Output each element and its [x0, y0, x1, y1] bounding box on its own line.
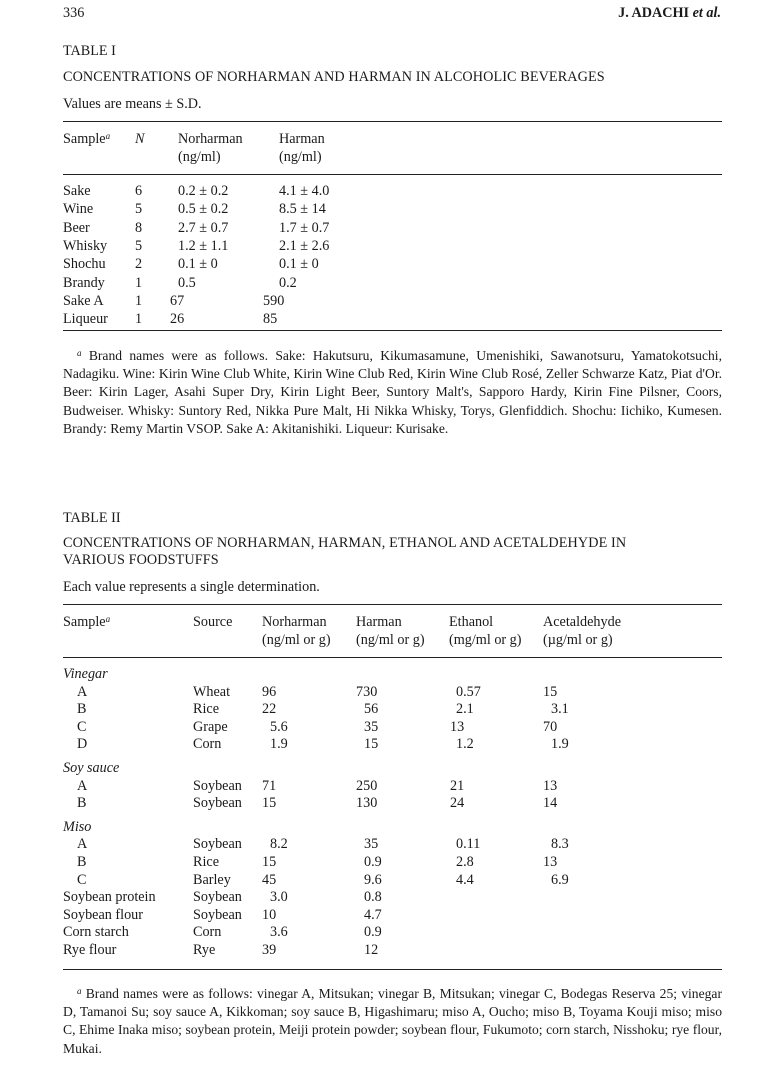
- table-row: [0, 293, 778, 311]
- group-name: Miso: [63, 819, 92, 835]
- norharman-cell: 10: [262, 907, 277, 923]
- table-row: [0, 736, 778, 754]
- sample-cell: Soybean flour: [63, 907, 143, 923]
- group-heading: [0, 819, 778, 837]
- table-row: [0, 942, 778, 960]
- table-row: [0, 836, 778, 854]
- acetaldehyde-cell: 8.3: [551, 836, 569, 852]
- table2-title-line2: VARIOUS FOODSTUFFS: [63, 552, 219, 568]
- acetaldehyde-cell: 6.9: [551, 872, 569, 888]
- norharman-cell: 71: [262, 778, 277, 794]
- table-row: [0, 183, 778, 201]
- table2-header-acetaldehyde-unit: (µg/ml or g): [543, 632, 613, 648]
- sample-cell: B: [77, 701, 87, 717]
- norharman-cell: 0.2 ± 0.2: [178, 183, 229, 199]
- sample-cell: A: [77, 778, 88, 794]
- acetaldehyde-cell: 13: [543, 778, 558, 794]
- table2-header-norharman-unit: (ng/ml or g): [262, 632, 331, 648]
- sample-cell: Shochu: [63, 256, 106, 272]
- group-name: Vinegar: [63, 666, 108, 682]
- table-row: [0, 311, 778, 329]
- harman-cell: 130: [356, 795, 378, 811]
- source-cell: Soybean: [193, 778, 242, 794]
- n-cell: 1: [135, 311, 143, 327]
- sample-cell: Sake: [63, 183, 91, 199]
- table2-header-norharman: Norharman: [262, 614, 327, 630]
- ethanol-cell: 24: [450, 795, 465, 811]
- norharman-cell: 0.5 ± 0.2: [178, 201, 229, 217]
- harman-cell: 730: [356, 684, 378, 700]
- source-cell: Soybean: [193, 836, 242, 852]
- sample-cell: Liqueur: [63, 311, 108, 327]
- source-cell: Corn: [193, 736, 222, 752]
- ethanol-cell: 1.2: [456, 736, 474, 752]
- acetaldehyde-cell: 70: [543, 719, 558, 735]
- n-cell: 1: [135, 293, 143, 309]
- table1-header-norharman: Norharman: [178, 131, 243, 147]
- norharman-cell: 3.6: [270, 924, 288, 940]
- harman-cell: 590: [263, 293, 285, 309]
- page-number: 336: [63, 5, 85, 21]
- harman-cell: 15: [364, 736, 379, 752]
- table-row: [0, 924, 778, 942]
- sample-cell: Whisky: [63, 238, 108, 254]
- table2-header-acetaldehyde: Acetaldehyde: [543, 614, 621, 630]
- table-row: [0, 795, 778, 813]
- table2-header-harman-unit: (ng/ml or g): [356, 632, 425, 648]
- table1-bottom-rule: [63, 330, 722, 331]
- table2-bottom-rule: [63, 969, 722, 970]
- group-name: Soy sauce: [63, 760, 120, 776]
- ethanol-cell: 0.57: [456, 684, 481, 700]
- sample-cell: A: [77, 684, 88, 700]
- norharman-cell: 5.6: [270, 719, 288, 735]
- acetaldehyde-cell: 13: [543, 854, 558, 870]
- norharman-cell: 67: [170, 293, 185, 309]
- table2-footnote: $^a$ Brand names were as follows: vinegar A, Mitsukan; vinegar B, Mitsukan; vinegar C, Bodegas Reserva 25; vinegar D, Tamanoi Su; soy sauce A, Kikkoman; soy sauce B, Higashimaru; miso A, Oucho; miso B, Toyama Kouji miso; miso C, Ehime Inaka miso; soybean protein, Meiji protein powder; soybean flour, Fukumoto; corn starch, Nisshoku; rye flour, Mukai.: [63, 986, 722, 1056]
- ethanol-cell: 2.1: [456, 701, 474, 717]
- source-cell: Rice: [193, 701, 219, 717]
- sample-cell: Wine: [63, 201, 94, 217]
- table-row: [0, 684, 778, 702]
- table1-header-sample: Sample$^a$: [63, 131, 111, 147]
- n-cell: 5: [135, 201, 143, 217]
- norharman-cell: 26: [170, 311, 185, 327]
- table-row: [0, 907, 778, 925]
- table1-header-rule: [63, 174, 722, 175]
- source-cell: Rye: [193, 942, 216, 958]
- source-cell: Corn: [193, 924, 222, 940]
- table2-title-line1: CONCENTRATIONS OF NORHARMAN, HARMAN, ETHANOL AND ACETALDEHYDE IN: [63, 535, 627, 551]
- norharman-cell: 45: [262, 872, 277, 888]
- acetaldehyde-cell: 1.9: [551, 736, 569, 752]
- table-row: [0, 889, 778, 907]
- table2-header-rule: [63, 657, 722, 658]
- source-cell: Soybean: [193, 795, 242, 811]
- n-cell: 1: [135, 275, 143, 291]
- table-row: [0, 854, 778, 872]
- table2-header-sample: Sample$^a$: [63, 614, 111, 630]
- running-author: J. ADACHI et al.: [618, 5, 721, 21]
- sample-cell: D: [77, 736, 88, 752]
- table1-title: CONCENTRATIONS OF NORHARMAN AND HARMAN IN ALCOHOLIC BEVERAGES: [63, 69, 605, 85]
- norharman-cell: 15: [262, 854, 277, 870]
- table-row: [0, 872, 778, 890]
- harman-cell: 0.9: [364, 854, 382, 870]
- n-cell: 8: [135, 220, 143, 236]
- ethanol-cell: 2.8: [456, 854, 474, 870]
- source-cell: Wheat: [193, 684, 231, 700]
- sample-cell: C: [77, 872, 87, 888]
- n-cell: 6: [135, 183, 143, 199]
- table1-top-rule: [63, 121, 722, 122]
- harman-cell: 0.2: [279, 275, 297, 291]
- source-cell: Rice: [193, 854, 219, 870]
- ethanol-cell: 13: [450, 719, 465, 735]
- sample-cell: B: [77, 795, 87, 811]
- sample-cell: B: [77, 854, 87, 870]
- table1-header-norharman-unit: (ng/ml): [178, 149, 221, 165]
- acetaldehyde-cell: 14: [543, 795, 558, 811]
- n-cell: 2: [135, 256, 143, 272]
- sample-cell: Sake A: [63, 293, 104, 309]
- harman-cell: 35: [364, 836, 379, 852]
- table-row: [0, 220, 778, 238]
- table-row: [0, 256, 778, 274]
- table-row: [0, 275, 778, 293]
- norharman-cell: 2.7 ± 0.7: [178, 220, 229, 236]
- harman-cell: 4.7: [364, 907, 382, 923]
- table1-header-harman-unit: (ng/ml): [279, 149, 322, 165]
- harman-cell: 4.1 ± 4.0: [279, 183, 330, 199]
- sample-cell: Rye flour: [63, 942, 117, 958]
- group-heading: [0, 666, 778, 684]
- table1-header-n: N: [135, 131, 145, 147]
- acetaldehyde-cell: 15: [543, 684, 558, 700]
- ethanol-cell: 0.11: [456, 836, 481, 852]
- table2-header-harman: Harman: [356, 614, 402, 630]
- table2-label: TABLE II: [63, 510, 121, 526]
- harman-cell: 56: [364, 701, 379, 717]
- sample-cell: C: [77, 719, 87, 735]
- table1-subtitle: Values are means ± S.D.: [63, 96, 202, 112]
- table-row: [0, 778, 778, 796]
- acetaldehyde-cell: 3.1: [551, 701, 569, 717]
- norharman-cell: 0.5: [178, 275, 196, 291]
- table2-top-rule: [63, 604, 722, 605]
- table-row: [0, 238, 778, 256]
- table2-header-ethanol: Ethanol: [449, 614, 494, 630]
- harman-cell: 1.7 ± 0.7: [279, 220, 330, 236]
- norharman-cell: 0.1 ± 0: [178, 256, 218, 272]
- harman-cell: 0.8: [364, 889, 382, 905]
- harman-cell: 9.6: [364, 872, 382, 888]
- norharman-cell: 8.2: [270, 836, 288, 852]
- n-cell: 5: [135, 238, 143, 254]
- table-row: [0, 201, 778, 219]
- source-cell: Soybean: [193, 889, 242, 905]
- source-cell: Grape: [193, 719, 228, 735]
- harman-cell: 2.1 ± 2.6: [279, 238, 330, 254]
- norharman-cell: 1.2 ± 1.1: [178, 238, 229, 254]
- sample-cell: Beer: [63, 220, 90, 236]
- table1-header-harman: Harman: [279, 131, 325, 147]
- table2-header-source: Source: [193, 614, 233, 630]
- harman-cell: 0.9: [364, 924, 382, 940]
- source-cell: Barley: [193, 872, 231, 888]
- harman-cell: 250: [356, 778, 378, 794]
- norharman-cell: 3.0: [270, 889, 288, 905]
- table2-subtitle: Each value represents a single determination.: [63, 579, 320, 595]
- source-cell: Soybean: [193, 907, 242, 923]
- harman-cell: 12: [364, 942, 379, 958]
- table1-label: TABLE I: [63, 43, 116, 59]
- norharman-cell: 39: [262, 942, 277, 958]
- norharman-cell: 15: [262, 795, 277, 811]
- harman-cell: 0.1 ± 0: [279, 256, 319, 272]
- table-row: [0, 701, 778, 719]
- sample-cell: Brandy: [63, 275, 105, 291]
- table-row: [0, 719, 778, 737]
- sample-cell: Soybean protein: [63, 889, 156, 905]
- sample-cell: Corn starch: [63, 924, 129, 940]
- sample-cell: A: [77, 836, 88, 852]
- harman-cell: 35: [364, 719, 379, 735]
- table2-header-ethanol-unit: (mg/ml or g): [449, 632, 522, 648]
- norharman-cell: 1.9: [270, 736, 288, 752]
- ethanol-cell: 4.4: [456, 872, 474, 888]
- norharman-cell: 22: [262, 701, 277, 717]
- harman-cell: 8.5 ± 14: [279, 201, 326, 217]
- norharman-cell: 96: [262, 684, 277, 700]
- ethanol-cell: 21: [450, 778, 465, 794]
- table1-footnote: $^a$ Brand names were as follows. Sake: Hakutsuru, Kikumasamune, Umenishiki, Sawanotsuru, Yamatokotsuchi, Nadagiku. Wine: Kirin Wine Club White, Kirin Wine Club Red, Kirin Wine Club Rosé, Zeller Schwarze Katz, Piat d'Or. Beer: Kirin Lager, Asahi Super Dry, Kirin Light Beer, Suntory Malt's, Sapporo Hardy, Kirin Fine Pilsner, Coors, Budweiser. Whisky: Suntory Red, Nikka Pure Malt, Hi Nikka Whisky, Torys, Glenfiddich. Shochu: Iichiko, Kumesen. Brandy: Remy Martin VSOP. Sake A: Akitanishiki. Liqueur: Kurisake.: [63, 348, 722, 436]
- harman-cell: 85: [263, 311, 278, 327]
- group-heading: [0, 760, 778, 778]
